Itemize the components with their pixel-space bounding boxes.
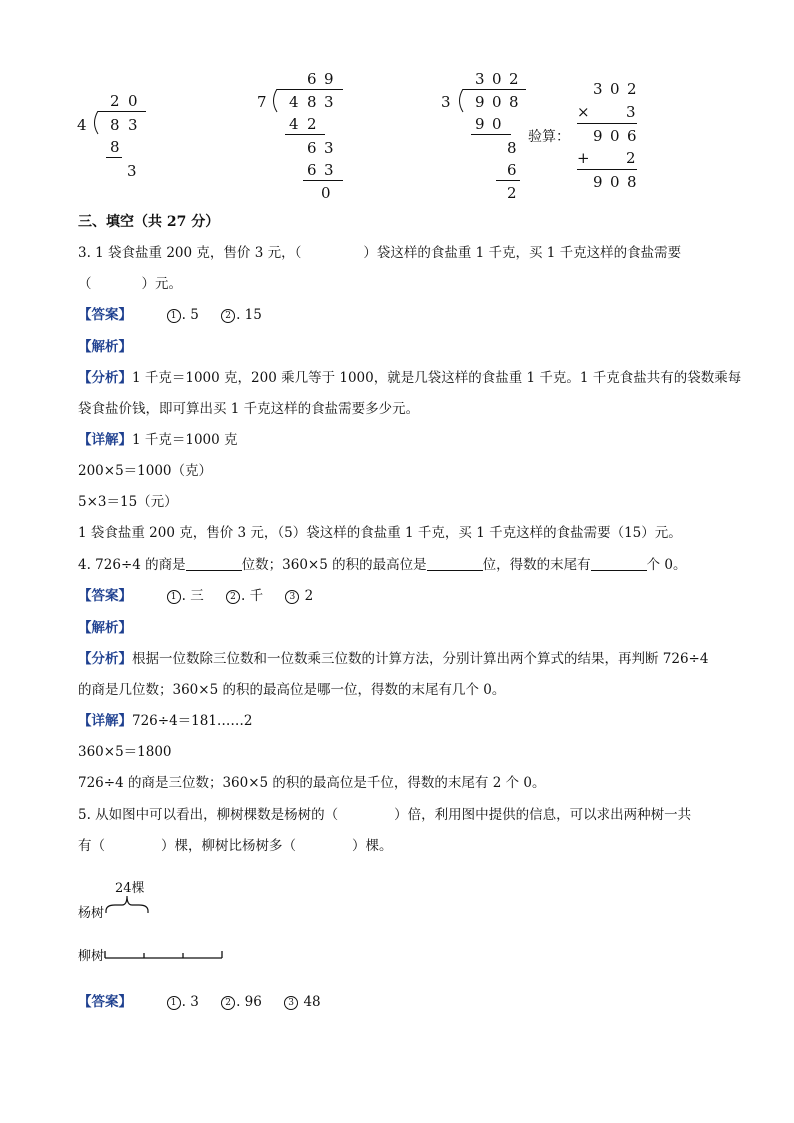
subtrahend-digit: 3 [324,161,334,179]
quotient-digit: 0 [128,92,138,110]
dividend-digit: 3 [128,116,138,134]
subtrahend-digit: 4 [289,115,299,133]
division-bar [277,89,343,90]
quotient-digit: 0 [492,70,502,88]
division-bracket-icon [269,89,279,113]
q3-analysis-1: 【分析】1 千克＝1000 克，200 乘几等于 1000，就是几袋这样的食盐重 1 千克。1 千克食盐共有的袋数乘每 [78,370,742,386]
q5-answer-row [78,992,339,1012]
subtrahend-digit: 6 [507,161,517,179]
answer-item: 2 . 千 [226,586,263,606]
answer-label: 【答案】 [78,307,132,323]
detail-label: 【详解】 [78,713,132,729]
check-digit: 3 [593,80,603,98]
q3-line-2 [78,274,182,294]
check-digit: 0 [610,173,620,191]
division-bar [463,89,526,90]
circled-number-icon: 3 [285,590,299,604]
q3-detail-1: 【详解】1 千克＝1000 克 [78,432,238,448]
subtract-line [471,134,511,135]
divisor: 4 [77,116,87,134]
q3-line-1 [78,243,681,263]
check-digit: 0 [610,127,620,145]
subtract-line [496,180,520,181]
divisor: 3 [441,93,451,111]
q4-step-1: 360×5＝1800 [78,744,172,760]
dividend-digit: 0 [492,93,502,111]
dividend-digit: 9 [475,93,485,111]
yang-count-label: 24棵 [115,881,145,896]
answer-blank[interactable] [427,556,483,571]
q3-step-1: 200×5＝1000（克） [78,463,213,479]
check-digit: 9 [593,127,603,145]
quotient-digit: 6 [307,70,317,88]
division-bar [98,111,146,112]
check-digit: 9 [593,173,603,191]
division-bracket-icon [455,89,465,113]
q4-line-1: 4. 726÷4 的商是 位数；360×5 的积的最高位是 位，得数的末尾有 个 0。 [78,557,687,573]
q3-text-b: ）袋这样的食盐重 1 千克，买 1 千克这样的食盐需要 [363,245,682,261]
answer-blank[interactable] [591,556,647,571]
yang-label: 杨树 [78,906,105,921]
q4-answer-row [78,586,331,606]
answer-item: 1 . 3 [167,992,199,1012]
partial-digit: 6 [307,139,317,157]
subtrahend-digit: 2 [307,115,317,133]
partial-digit: 3 [324,139,334,157]
liu-label: 柳树 [78,949,105,964]
circled-number-icon: 2 [221,996,235,1010]
check-digit: 0 [610,80,620,98]
q3-analysis-2: 袋食盐价钱，即可算出买 1 千克这样的食盐需要多少元。 [78,401,420,417]
check-digit: 6 [627,127,637,145]
dividend-digit: 8 [307,93,317,111]
check-line [577,169,637,170]
quotient-digit: 2 [509,70,519,88]
jiexi-label: 【解析】 [78,620,132,636]
dividend-digit: 4 [289,93,299,111]
answer-item: 1 . 5 [167,305,199,325]
check-digit: 2 [626,149,636,167]
division-bracket-icon [90,111,100,135]
jiexi-label: 【解析】 [78,339,132,355]
times-sign: × [577,103,590,121]
dividend-digit: 8 [509,93,519,111]
q5-line-1: 5. 从如图中可以看出，柳树棵数是杨树的（ ）倍，利用图中提供的信息，可以求出两种树一共 [78,807,692,823]
quotient-digit: 9 [324,70,334,88]
subtrahend-digit: 9 [475,115,485,133]
circled-number-icon: 2 [221,309,235,323]
analysis-label: 【分析】 [78,370,132,386]
detail-label: 【详解】 [78,432,132,448]
q4-analysis-1: 【分析】根据一位数除三位数和一位数乘三位数的计算方法，分别计算出两个算式的结果，再判断 726÷4 [78,651,709,667]
remainder: 3 [127,162,137,180]
check-label: 验算： [528,129,570,145]
check-digit: 2 [627,80,637,98]
q3-text-d: ）元。 [141,276,182,292]
q3-step-2: 5×3＝15（元） [78,494,178,510]
partial-digit: 8 [507,139,517,157]
remainder: 2 [507,184,517,202]
q3-answer-row [78,305,280,325]
plus-sign: + [577,149,590,167]
analysis-label: 【分析】 [78,651,132,667]
liu-segment-bar [104,948,224,960]
brace-icon [105,893,149,915]
q4-analysis-2: 的商是几位数；360×5 的积的最高位是哪一位，得数的末尾有几个 0。 [78,682,506,698]
subtrahend-digit: 8 [110,138,120,156]
q3-text-c: （ [78,276,92,292]
section-title: 三、填空（共 27 分） [78,214,220,230]
quotient-digit: 2 [110,92,120,110]
answer-label: 【答案】 [78,588,132,604]
answer-blank[interactable] [186,556,242,571]
q4-detail-1: 【详解】726÷4＝181……2 [78,713,253,729]
q3-text-a: 3. 1 袋食盐重 200 克，售价 3 元，（ [78,245,302,261]
subtrahend-digit: 6 [307,161,317,179]
q3-conclusion: 1 袋食盐重 200 克，售价 3 元，（5）袋这样的食盐重 1 千克，买 1 千克这样的食盐需要（15）元。 [78,525,682,541]
subtract-line [285,134,325,135]
subtrahend-digit: 0 [492,115,502,133]
q5-line-2: 有（ ）棵，柳树比杨树多（ ）棵。 [78,838,393,854]
check-digit: 3 [626,103,636,121]
check-digit: 8 [627,173,637,191]
answer-item: 2 . 96 [221,992,262,1012]
answer-item: 3 48 [284,992,320,1012]
quotient-digit: 3 [475,70,485,88]
circled-number-icon: 1 [167,309,181,323]
circled-number-icon: 2 [226,590,240,604]
q4-conclusion: 726÷4 的商是三位数；360×5 的积的最高位是千位，得数的末尾有 2 个 0。 [78,775,546,791]
circled-number-icon: 1 [167,996,181,1010]
dividend-digit: 8 [110,116,120,134]
circled-number-icon: 3 [284,996,298,1010]
answer-item: 1 . 三 [167,586,204,606]
answer-label: 【答案】 [78,994,132,1010]
answer-item: 3 2 [285,586,313,606]
circled-number-icon: 1 [167,590,181,604]
subtract-line [303,180,343,181]
check-line [577,123,637,124]
answer-item: 2 . 15 [221,305,262,325]
remainder: 0 [321,184,331,202]
dividend-digit: 3 [324,93,334,111]
divisor: 7 [257,93,267,111]
subtract-line [106,157,122,158]
